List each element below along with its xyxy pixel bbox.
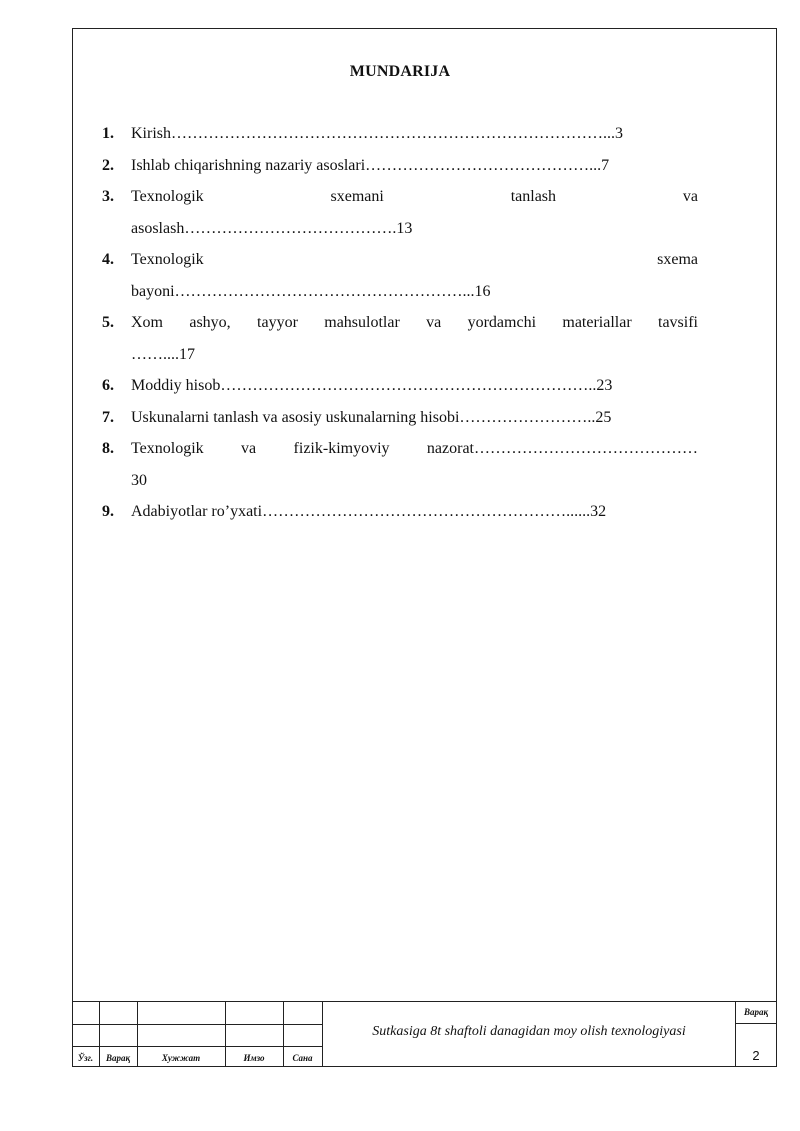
- toc-text: Adabiyotlar ro’yxati…………………………………………………......32: [131, 503, 607, 520]
- toc-number: 1.: [102, 125, 114, 142]
- document-title: Sutkasiga 8t shaftoli danagidan moy olish texnologiyasi: [372, 1024, 686, 1039]
- toc-item: [102, 307, 698, 370]
- stamp-label-signature: Имзо: [243, 1053, 265, 1063]
- page-title: MUNDARIJA: [349, 63, 451, 80]
- toc-text-continued: ……....17: [131, 345, 195, 363]
- toc-text: Uskunalarni tanlash va asosiy uskunalarning hisobi……………………..25: [131, 408, 612, 426]
- toc-number: 5.: [102, 314, 114, 331]
- toc-text-continued: asoslash………………………………….13: [131, 219, 413, 237]
- toc-text: Xom ashyo, tayyor mahsulotlar va yordamchi materiallar tavsifi: [131, 314, 698, 331]
- toc-number: 9.: [102, 503, 114, 520]
- toc-number: 3.: [102, 188, 114, 205]
- toc-number: 4.: [102, 251, 114, 268]
- toc-item: [102, 370, 698, 402]
- toc-item: [102, 402, 698, 434]
- toc-number: 6.: [102, 377, 114, 394]
- stamp-label-change: Ўзг.: [77, 1053, 94, 1063]
- toc-item: [102, 118, 698, 150]
- toc-item: [102, 496, 698, 528]
- toc-item: [102, 181, 698, 244]
- toc-text: Texnologik sxemani tanlash va: [131, 188, 698, 205]
- stamp-label-sheet: Варақ: [105, 1053, 131, 1063]
- revision-grid: [72, 1002, 323, 1068]
- toc-number: 8.: [102, 440, 114, 457]
- toc-item: [102, 433, 698, 496]
- toc-number: 7.: [102, 408, 114, 426]
- toc-text-continued: 30: [131, 471, 147, 489]
- stamp-label-date: Сана: [292, 1053, 313, 1063]
- toc-text: Kirish………………………………………………………………………...3: [131, 125, 623, 142]
- toc-text-continued: bayoni………………………………………………...16: [131, 282, 491, 300]
- sheet-label: Варақ: [743, 1007, 769, 1017]
- toc-text: Ishlab chiqarishning nazariy asoslari……………………………………...7: [131, 156, 610, 174]
- toc-text: Moddiy hisob……………………………………………………………..23: [131, 377, 613, 394]
- toc-item: [102, 150, 698, 182]
- toc-item: [102, 244, 698, 307]
- toc-number: 2.: [102, 156, 114, 174]
- toc-text: Texnologik sxema: [131, 251, 698, 268]
- sheet-number: 2: [752, 1048, 760, 1063]
- table-of-contents: [102, 118, 698, 528]
- toc-text: Texnologik va fizik-kimyoviy nazorat……………………………………: [131, 440, 698, 457]
- stamp-label-document: Хужжат: [161, 1053, 201, 1063]
- title-block: [72, 1001, 777, 1067]
